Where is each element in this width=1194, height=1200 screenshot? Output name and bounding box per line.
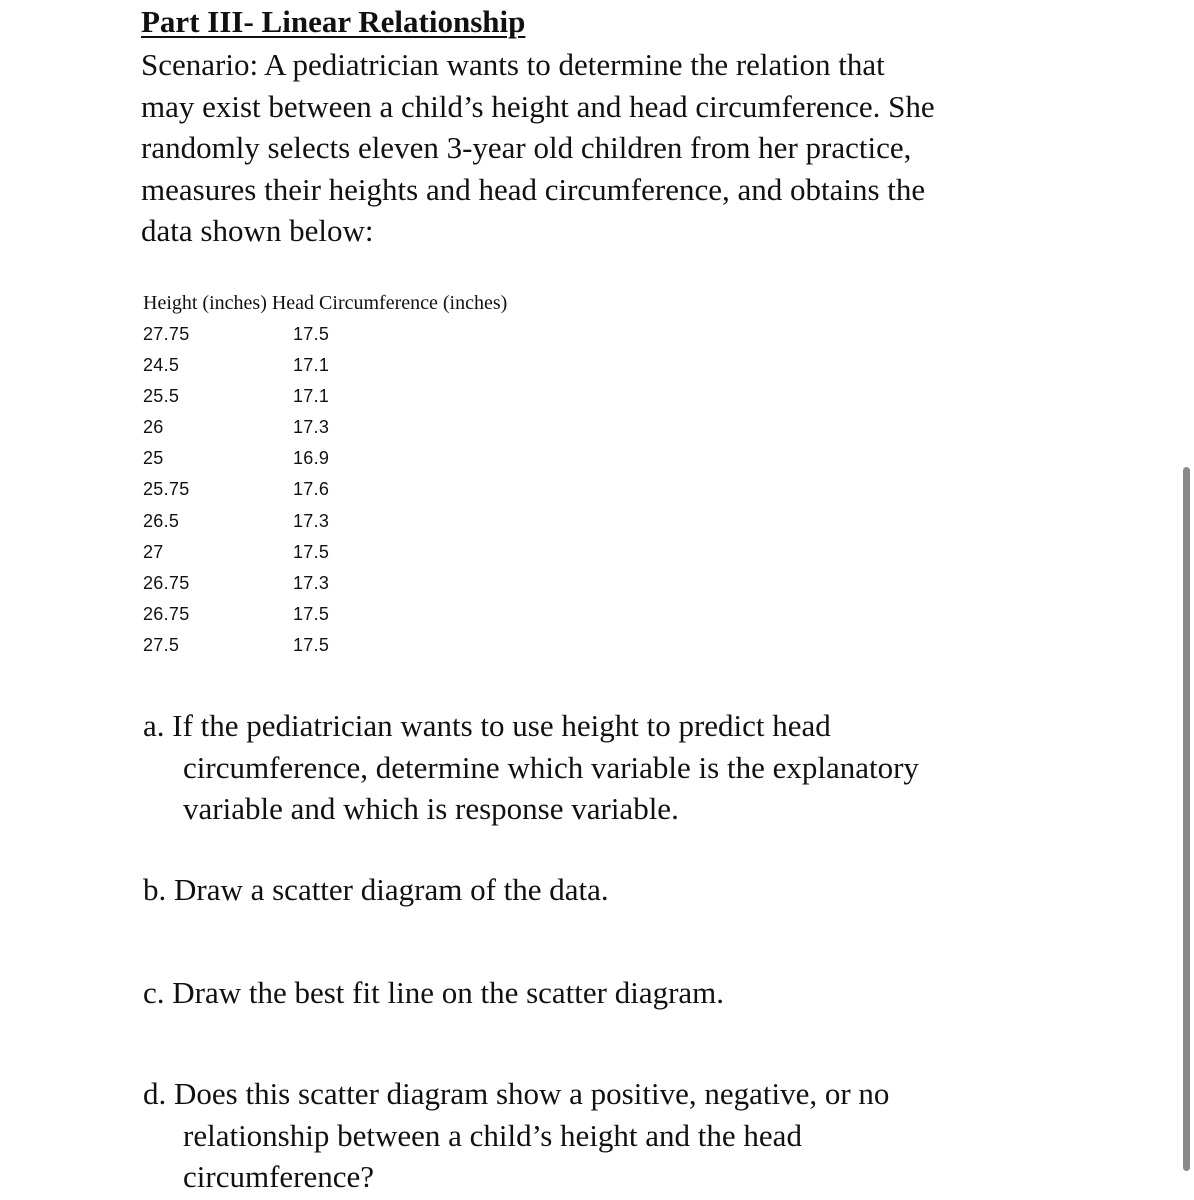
height-cell: 27 <box>143 541 164 562</box>
table-row <box>143 537 507 568</box>
table-row <box>143 630 507 661</box>
table-row <box>143 381 507 412</box>
table-row <box>143 568 507 599</box>
table-row <box>143 474 507 505</box>
head-circumference-cell: 17.1 <box>293 355 330 376</box>
question-line: d. Does this scatter diagram show a positive, negative, or no <box>143 1076 890 1111</box>
table-row <box>143 319 507 350</box>
question-line: relationship between a child’s height and the head <box>183 1117 802 1153</box>
height-cell: 26.75 <box>143 603 190 624</box>
head-circumference-cell: 17.3 <box>293 572 330 593</box>
head-circumference-cell: 16.9 <box>293 448 330 469</box>
head-circumference-cell: 17.3 <box>293 417 330 438</box>
question-line: c. Draw the best fit line on the scatter diagram. <box>143 975 725 1010</box>
question-line: circumference? <box>183 1159 375 1194</box>
table-row <box>143 350 507 381</box>
scenario-line: Scenario: A pediatrician wants to determine the relation that <box>141 47 885 82</box>
question-line: b. Draw a scatter diagram of the data. <box>143 872 609 907</box>
height-cell: 26.5 <box>143 510 180 531</box>
table-row <box>143 599 507 630</box>
height-cell: 26 <box>143 417 164 438</box>
question-line: variable and which is response variable. <box>183 791 679 826</box>
head-circumference-cell: 17.5 <box>293 541 330 562</box>
table-row <box>143 443 507 474</box>
table-header: Height (inches) Head Circumference (inches) <box>143 292 508 314</box>
head-circumference-cell: 17.1 <box>293 386 330 407</box>
scenario-line: randomly selects eleven 3-year old children from her practice, <box>141 130 912 165</box>
question-a <box>143 705 1103 830</box>
question-c <box>143 972 1103 1014</box>
question-b <box>143 869 1103 911</box>
head-circumference-cell: 17.5 <box>293 324 330 344</box>
question-d <box>143 1073 1103 1198</box>
question-line: a. If the pediatrician wants to use height to predict head <box>143 708 831 743</box>
table-row <box>143 506 507 537</box>
height-cell: 25.5 <box>143 386 180 407</box>
height-cell: 25 <box>143 448 164 469</box>
data-table <box>143 288 507 661</box>
table-row <box>143 412 507 443</box>
question-line: circumference, determine which variable is the explanatory <box>183 749 919 785</box>
scenario-line: may exist between a child’s height and head circumference. She <box>141 88 935 124</box>
scenario-line: data shown below: <box>141 213 374 248</box>
vertical-scrollbar[interactable] <box>1183 467 1190 1171</box>
head-circumference-cell: 17.5 <box>293 634 330 655</box>
height-cell: 25.75 <box>143 479 190 500</box>
height-cell: 27.75 <box>143 324 190 344</box>
head-circumference-cell: 17.3 <box>293 510 330 531</box>
height-cell: 24.5 <box>143 355 180 376</box>
head-circumference-cell: 17.6 <box>293 479 330 500</box>
scenario-line: measures their heights and head circumference, and obtains the <box>141 171 926 207</box>
section-title: Part III- Linear Relationship <box>141 4 526 39</box>
height-cell: 27.5 <box>143 634 180 655</box>
scenario-paragraph <box>141 44 1071 252</box>
height-cell: 26.75 <box>143 572 190 593</box>
head-circumference-cell: 17.5 <box>293 603 330 624</box>
